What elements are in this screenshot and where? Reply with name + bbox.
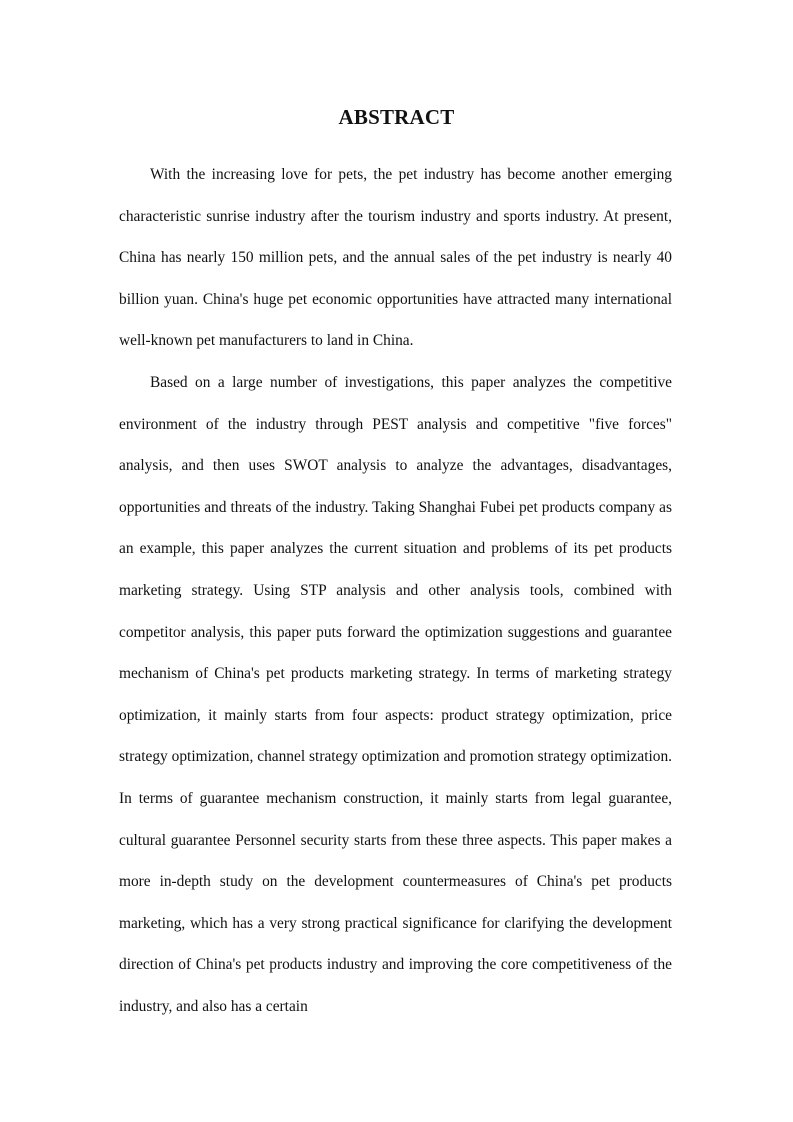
abstract-paragraph: With the increasing love for pets, the pet industry has become another emerging characteristic sunrise industry after the tourism industry and sports industry. At present, China has nearly 150 million pets, and the annual sales of the pet industry is nearly 40 billion yuan. China's huge pet economic opportunities have attracted many international well-known pet manufacturers to land in China. — [119, 166, 672, 350]
abstract-paragraph: Based on a large number of investigations, this paper analyzes the competitive environment of the industry through PEST analysis and competitive "five forces" analysis, and then uses SWOT analysis to analyze the advantages, disadvantages, opportunities and threats of the industry. Taking Shanghai Fubei pet products company as an example, this paper analyzes the current situation and problems of its pet products marketing strategy. Using STP analysis and other analysis tools, combined with competitor analysis, this paper puts forward the optimization suggestions and guarantee mechanism of China's pet products marketing strategy. In terms of marketing strategy optimization, it mainly starts from four aspects: product strategy optimization, price strategy optimization, channel strategy optimization and promotion strategy optimization. In terms of guarantee mechanism construction, it mainly starts from legal guarantee, cultural guarantee Personnel security starts from these three aspects. This paper makes a more in-depth study on the development countermeasures of China's pet products marketing, which has a very strong practical significance for clarifying the development direction of China's pet products industry and improving the core competitiveness of the industry, and also has a certain — [119, 374, 672, 1015]
abstract-title: ABSTRACT — [338, 105, 455, 129]
